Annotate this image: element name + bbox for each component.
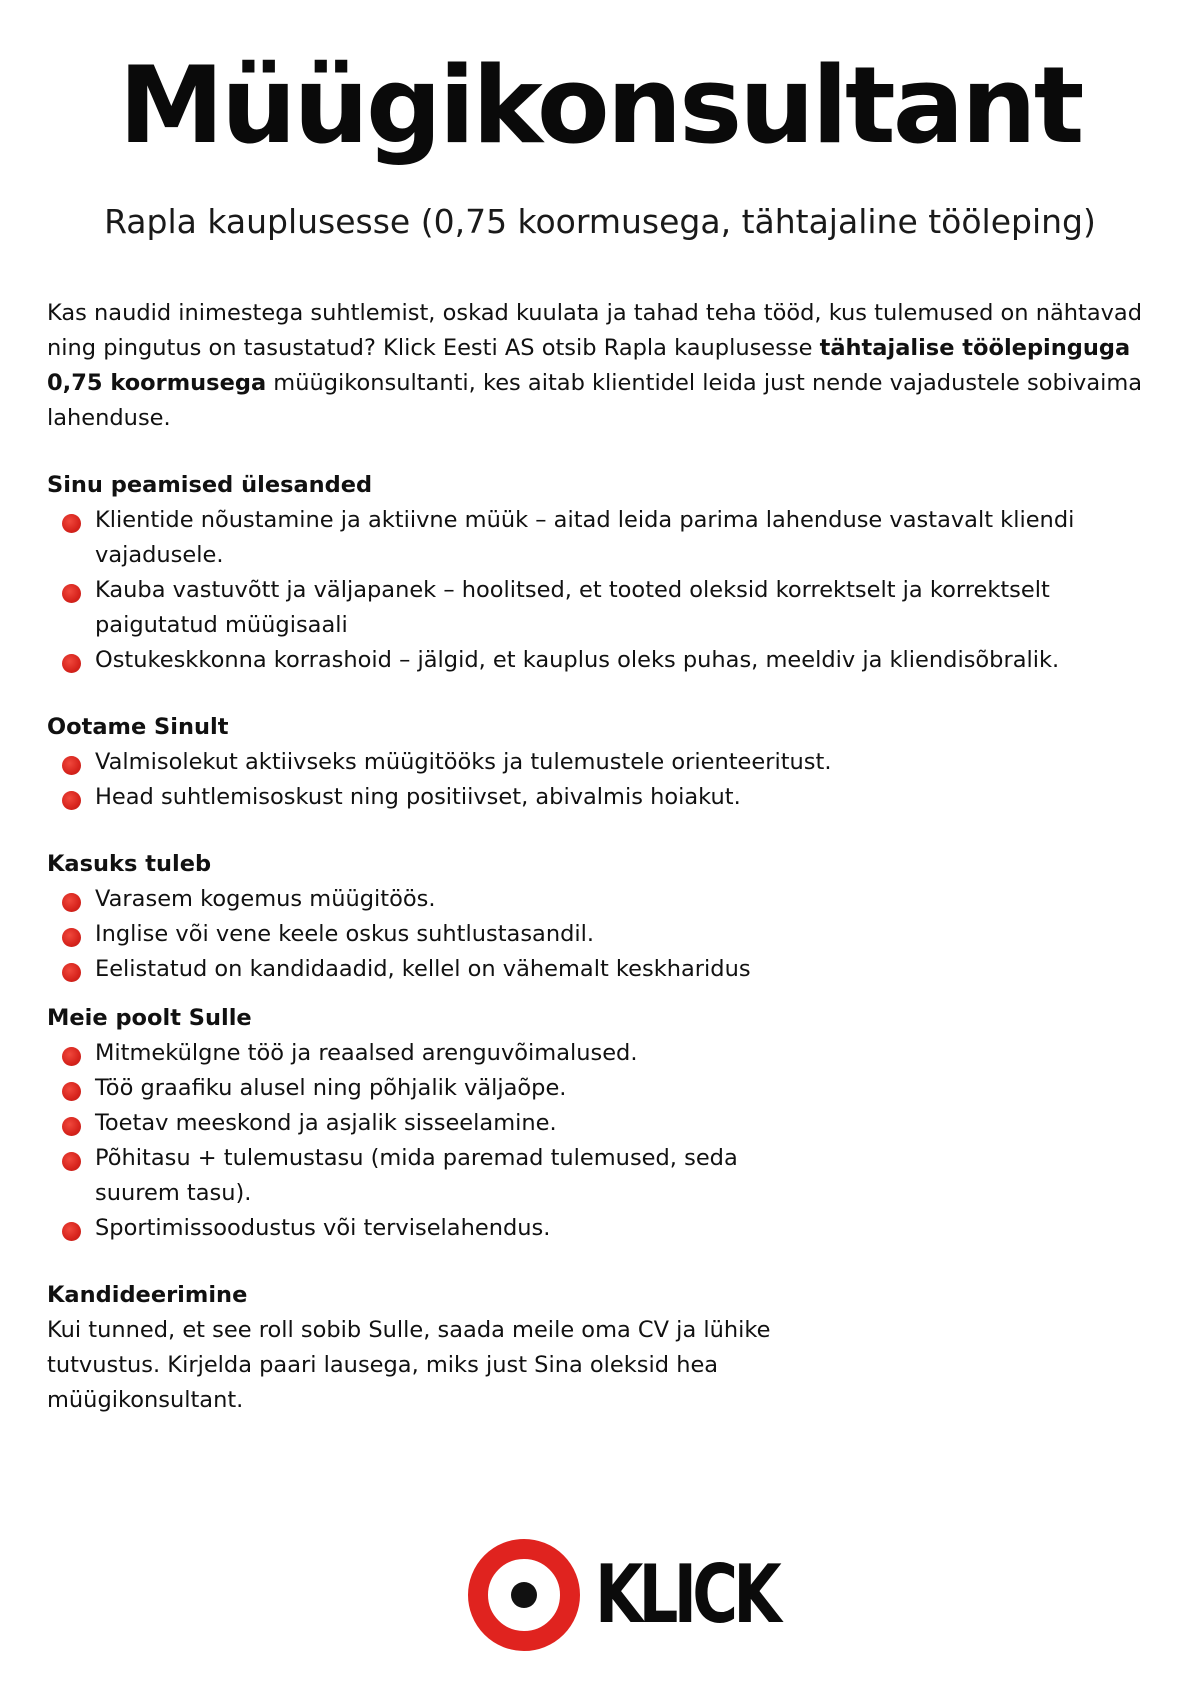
list-item: [47, 1106, 795, 1141]
list-item: [47, 1141, 795, 1211]
bullet-list: [47, 745, 1167, 815]
list-item-text: Põhitasu + tulemustasu (mida paremad tulemused, seda suurem tasu).: [95, 1145, 738, 1206]
list-item-text: Ostukeskkonna korrashoid – jälgid, et kauplus oleks puhas, meeldiv ja kliendisõbralik.: [95, 647, 1060, 673]
list-item-text: Valmisolekut aktiivseks müügitööks ja tulemustele orienteeritust.: [95, 749, 832, 775]
bullet-dot-icon: [62, 1047, 81, 1066]
bullet-dot-icon: [62, 514, 81, 533]
bullet-dot-icon: [62, 791, 81, 810]
list-item-text: Varasem kogemus müügitöös.: [95, 886, 436, 912]
list-item-text: Klientide nõustamine ja aktiivne müük – aitad leida parima lahenduse vastavalt kliendi vajadusele.: [95, 507, 1075, 568]
section-heading: Kandideerimine: [47, 1282, 248, 1308]
bullet-dot-icon: [62, 1152, 81, 1171]
target-ring-icon: [468, 1539, 580, 1651]
bullet-dot-icon: [62, 654, 81, 673]
list-item: [47, 503, 1167, 573]
list-item-text: Kauba vastuvõtt ja väljapanek – hoolitsed, et tooted oleksid korrektselt ja korrektselt paigutatud müügisaali: [95, 577, 1050, 638]
bullet-dot-icon: [62, 584, 81, 603]
list-item: [47, 917, 1167, 952]
list-item: [47, 952, 1167, 987]
applying-text: Kui tunned, et see roll sobib Sulle, saada meile oma CV ja lühike tutvustus. Kirjelda paari lausega, miks just Sina oleksid hea müügikonsultant.: [47, 1317, 771, 1413]
bullet-dot-icon: [62, 1222, 81, 1241]
page-title: Müügikonsultant: [118, 44, 1082, 167]
list-item: [47, 882, 1167, 917]
intro-bold-workload: 0,75 koormusega: [47, 370, 267, 396]
section-applying: [47, 1278, 1167, 1418]
list-item: [47, 780, 1167, 815]
list-item-text: Toetav meeskond ja asjalik sisseelamine.: [95, 1110, 557, 1136]
bullet-dot-icon: [62, 963, 81, 982]
list-item-text: Sportimissoodustus või terviselahendus.: [95, 1215, 551, 1241]
section-advantages: [47, 847, 1167, 987]
bullet-dot-icon: [62, 928, 81, 947]
list-item-text: Mitmekülgne töö ja reaalsed arenguvõimalused.: [95, 1040, 638, 1066]
bullet-dot-icon: [62, 756, 81, 775]
section-main-tasks: [47, 468, 1167, 678]
logo-wordmark: KLICK: [595, 1548, 778, 1641]
klick-logo: [468, 1539, 798, 1651]
posting-content: [47, 296, 1167, 1450]
list-item-text: Inglise või vene keele oskus suhtlustasandil.: [95, 921, 595, 947]
page-subtitle: Rapla kauplusesse (0,75 koormusega, tähtajaline tööleping): [104, 202, 1096, 241]
intro-text-1: Kas naudid inimestega suhtlemist, oskad kuulata ja tahad teha tööd, kus tulemused on nähtavad ning pingutus on tasustatud? Klick Eesti AS otsib Rapla kauplusesse: [47, 300, 1143, 361]
list-item-text: Eelistatud on kandidaadid, kellel on vähemalt keskharidus: [95, 956, 751, 982]
bullet-list: [47, 503, 1167, 678]
section-heading: Sinu peamised ülesanded: [47, 472, 373, 498]
list-item: [47, 643, 1167, 678]
intro-paragraph: [47, 296, 1167, 436]
intro-text-3: müügikonsultanti, kes aitab klientidel leida just nende vajadustele sobivaima lahenduse.: [47, 370, 1143, 431]
bullet-dot-icon: [62, 893, 81, 912]
bullet-list: [47, 882, 1167, 987]
section-heading: Ootame Sinult: [47, 714, 229, 740]
list-item: [47, 573, 1167, 643]
list-item: [47, 745, 1167, 780]
list-item: [47, 1036, 795, 1071]
list-item-text: Töö graafiku alusel ning põhjalik väljaõpe.: [95, 1075, 567, 1101]
section-benefits: [47, 1001, 1167, 1246]
bullet-list: [47, 1036, 1167, 1246]
section-expectations: [47, 710, 1167, 815]
section-heading: Kasuks tuleb: [47, 851, 212, 877]
bullet-dot-icon: [62, 1082, 81, 1101]
list-item: [47, 1211, 795, 1246]
list-item-text: Head suhtlemisoskust ning positiivset, abivalmis hoiakut.: [95, 784, 741, 810]
section-heading: Meie poolt Sulle: [47, 1005, 252, 1031]
bullet-dot-icon: [62, 1117, 81, 1136]
intro-bold-contract: tähtajalise töölepinguga: [819, 335, 1131, 361]
list-item: [47, 1071, 795, 1106]
